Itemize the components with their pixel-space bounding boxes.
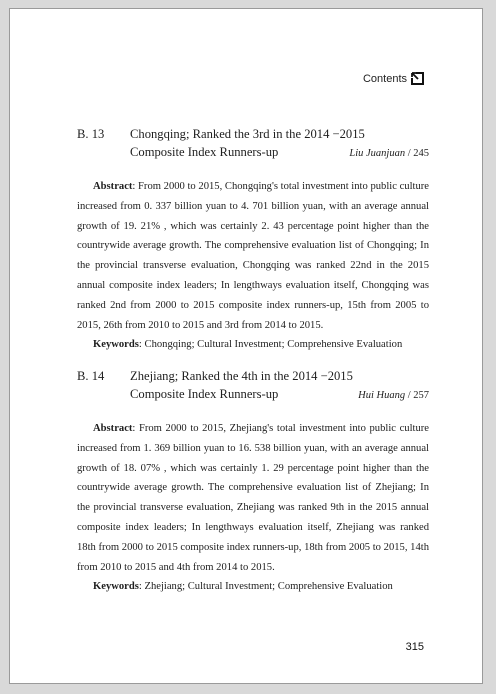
- entry-title[interactable]: Zhejiang; Ranked the 4th in the 2014 −2015: [130, 369, 353, 383]
- contents-header[interactable]: [363, 72, 424, 85]
- abstract-separator: :: [132, 181, 139, 192]
- keywords-label: Keywords: [93, 581, 139, 593]
- page-number: 315: [405, 641, 424, 653]
- keywords-separator: :: [138, 581, 145, 593]
- entry-abstract: [77, 419, 429, 577]
- keywords-separator: :: [138, 339, 145, 351]
- keywords-text: Chongqing; Cultural Investment; Comprehensive Evaluation: [144, 339, 403, 351]
- return-arrow-icon[interactable]: [411, 72, 424, 85]
- entry-number: B. 14: [77, 369, 105, 383]
- entry-author: Hui Huang: [358, 390, 406, 401]
- entry-title[interactable]: Chongqing; Ranked the 3rd in the 2014 −2015: [130, 127, 365, 141]
- entry-keywords: [77, 577, 429, 597]
- keywords-label: Keywords: [93, 339, 139, 351]
- abstract-separator: :: [132, 423, 139, 434]
- entry-subtitle[interactable]: Composite Index Runners-up: [130, 387, 279, 401]
- entry-author: Liu Juanjuan: [349, 148, 406, 159]
- abstract-text: From 2000 to 2015, Chongqing's total investment into public culture increased from 0. 337 billion yuan to 4. 701 billion yuan, with an average annual growth of 19. 21% , which was certainly 2. 43 percentage point higher than the countrywide average growth. The comprehensive evaluation list of Chongqing; In the provincial transverse evaluation, Chongqing was ranked 22nd in the 2015 annual composite index leaders; In lengthways evaluation itself, Chongqing was ranked 2nd from 2000 to 2015 composite index runners-up, 15th from 2005 to 2015, 26th from 2010 to 2015 and 3rd from 2014 to 2015.: [77, 181, 429, 331]
- entry-subtitle[interactable]: Composite Index Runners-up: [130, 145, 279, 159]
- entry-abstract: [77, 177, 429, 335]
- entry-author-page[interactable]: [349, 143, 429, 163]
- entry-author-page[interactable]: [358, 385, 429, 405]
- entry-b14: [77, 367, 429, 597]
- abstract-label: Abstract: [93, 423, 133, 434]
- entry-keywords: [77, 335, 429, 355]
- entry-page: / 257: [405, 390, 429, 401]
- entry-b13: [77, 125, 429, 355]
- entry-page: / 245: [405, 148, 429, 159]
- abstract-text: From 2000 to 2015, Zhejiang's total investment into public culture increased from 1. 369 billion yuan to 16. 538 billion yuan, with an average annual growth of 18. 07% , which was certainly 1. 29 percentage point higher than the countrywide average growth. The comprehensive evaluation list of Zhejiang; In the provincial transverse evaluation, Zhejiang was ranked 9th in the 2015 annual composite index leaders; In lengthways evaluation itself, Zhejiang was ranked 18th from 2000 to 2015 composite index runners-up, 18th from 2005 to 2015, 14th from 2010 to 2015 and 4th from 2014 to 2015.: [77, 423, 429, 573]
- abstract-label: Abstract: [93, 181, 133, 192]
- contents-label: Contents: [362, 72, 407, 85]
- entry-number: B. 13: [77, 127, 105, 141]
- document-page: [9, 8, 483, 684]
- keywords-text: Zhejiang; Cultural Investment; Comprehensive Evaluation: [144, 581, 393, 593]
